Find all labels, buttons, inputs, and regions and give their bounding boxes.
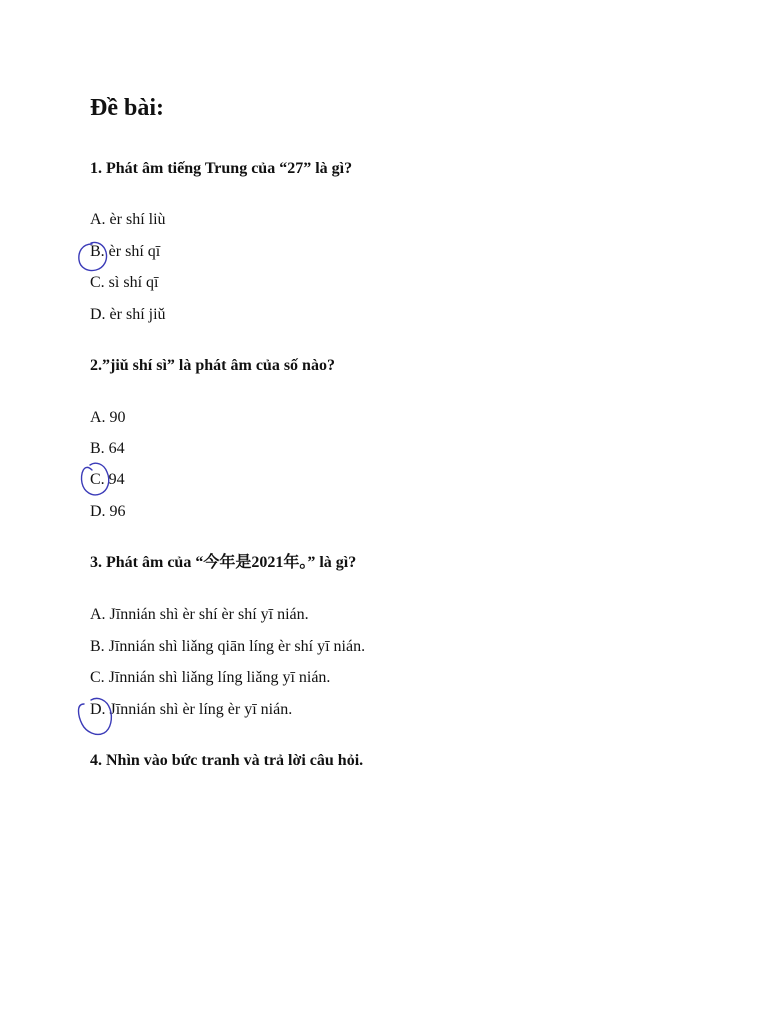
page-title: Đề bài: <box>90 95 164 121</box>
question-2-option-a: A. 90 <box>90 409 126 426</box>
question-3-option-c: C. Jīnnián shì liǎng líng liǎng yī nián. <box>90 669 331 686</box>
question-2-option-c: C. 94 <box>90 471 125 488</box>
question-2-prompt: 2.”jiǔ shí sì” là phát âm của số nào? <box>90 357 335 374</box>
question-3-prompt: 3. Phát âm của “今年是2021年。” là gì? <box>90 554 357 571</box>
question-1-option-a: A. èr shí liù <box>90 211 166 228</box>
question-3-option-a: A. Jīnnián shì èr shí èr shí yī nián. <box>90 606 309 623</box>
question-3-option-d: D. Jīnnián shì èr líng èr yī nián. <box>90 701 293 718</box>
question-1-option-c: C. sì shí qī <box>90 274 159 291</box>
question-1-option-b: B. èr shí qī <box>90 243 161 260</box>
question-2-option-d: D. 96 <box>90 503 126 520</box>
question-1-prompt: 1. Phát âm tiếng Trung của “27” là gì? <box>90 160 353 177</box>
question-1-option-d: D. èr shí jiǔ <box>90 306 166 323</box>
question-2-option-b: B. 64 <box>90 440 125 457</box>
question-4-prompt: 4. Nhìn vào bức tranh và trả lời câu hỏi. <box>90 752 364 769</box>
question-3-option-b: B. Jīnnián shì liǎng qiān líng èr shí yī nián. <box>90 638 366 655</box>
